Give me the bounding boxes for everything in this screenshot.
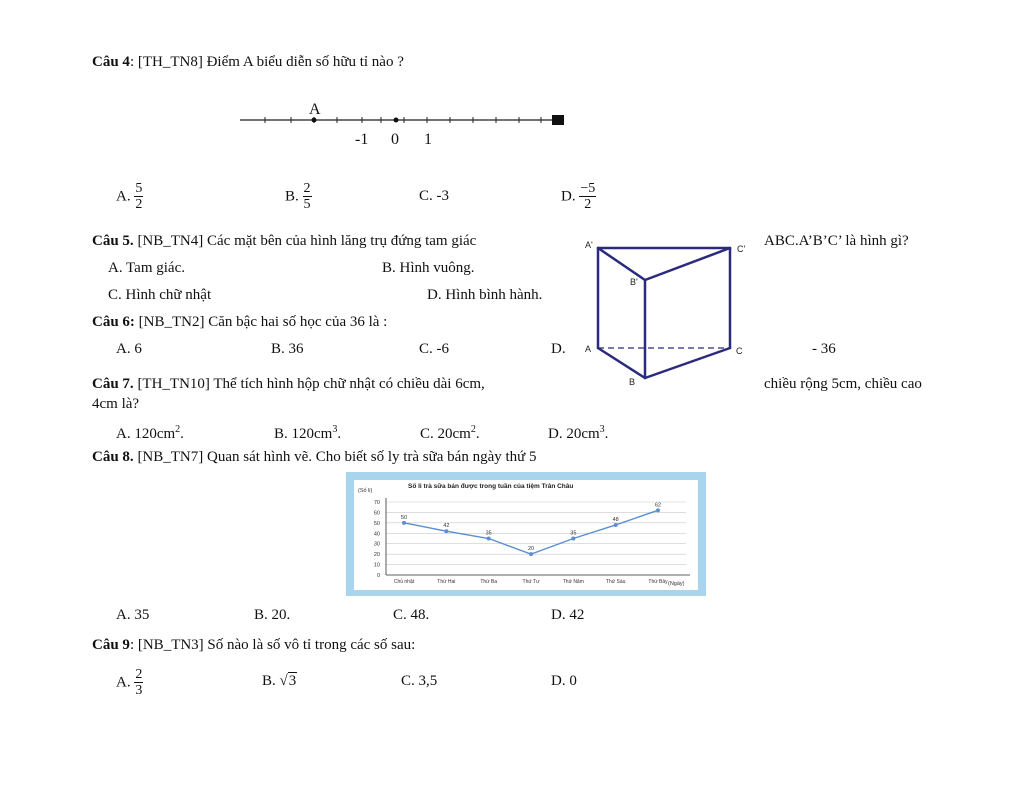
q4-option-b: B. $\frac{2}{5}$ xyxy=(285,181,311,213)
q6-option-a: A. 6 xyxy=(116,341,142,357)
prism-figure xyxy=(576,234,760,390)
q5-question-cont: ABC.A’B’C’ là hình gì? xyxy=(764,233,909,249)
x-tick-label: Thứ Năm xyxy=(562,579,584,585)
q5-option-d: D. Hình bình hành. xyxy=(427,287,543,303)
q4-option-a: A. $\frac{5}{2}$ xyxy=(116,181,143,213)
q7-question: Câu 7. [TH_TN10] Thể tích hình hộp chữ nhật có chiều dài 6cm, xyxy=(92,376,485,392)
origin-marker xyxy=(394,118,399,123)
q6-option-d-value: - 36 xyxy=(812,341,836,357)
q5-option-c: C. Hình chữ nhật xyxy=(108,287,212,303)
y-tick-label: 0 xyxy=(376,573,380,579)
q8-option-c: C. 48. xyxy=(393,607,430,623)
data-point xyxy=(656,508,660,512)
chart-plot-area xyxy=(354,480,698,590)
prism-label-b: B xyxy=(629,377,636,387)
data-label: 35 xyxy=(570,530,577,537)
q7-option-b: B. $120cm^3$. xyxy=(274,424,342,442)
q7-question-line2: 4cm là? xyxy=(92,396,140,412)
data-point xyxy=(487,537,491,541)
x-tick-label: Thứ Tư xyxy=(522,579,540,585)
x-tick-label: Thứ Hai xyxy=(437,579,456,585)
q5-option-b: B. Hình vuông. xyxy=(382,260,475,276)
data-point xyxy=(571,537,575,541)
prism-label-a1: A' xyxy=(585,240,593,250)
q8-option-a: A. 35 xyxy=(116,607,150,623)
data-label: 50 xyxy=(400,514,408,521)
point-a-label: A xyxy=(309,101,321,118)
x-tick-label: Thứ Sáu xyxy=(605,579,626,585)
data-point xyxy=(402,521,406,525)
q7-option-a: A. $120cm^2$. xyxy=(116,424,184,442)
number-line xyxy=(236,98,576,154)
data-label: 62 xyxy=(654,502,662,509)
q4-option-d: D. $\frac{-5}{2}$ xyxy=(561,181,596,213)
data-label: 35 xyxy=(485,530,492,537)
q6-option-d: D. xyxy=(551,341,566,357)
data-point xyxy=(444,529,448,533)
y-tick-label: 40 xyxy=(373,531,380,538)
data-label: 20 xyxy=(527,546,535,553)
chart-title: Số li trà sữa bán được trong tuần của tiệm Trân Châu xyxy=(408,483,574,490)
x-tick-label: Chủ nhật xyxy=(393,579,415,585)
prism-label-c1: C' xyxy=(737,244,746,254)
q9-question: Câu 9: [NB_TN3] Số nào là số vô tỉ trong các số sau: xyxy=(92,637,416,653)
q6-option-c: C. -6 xyxy=(419,341,449,357)
q8-option-d: D. 42 xyxy=(551,607,585,623)
prism-label-b1: B' xyxy=(630,277,638,287)
data-label: 48 xyxy=(612,516,619,523)
x-tick-label: Thứ Bảy xyxy=(648,579,668,585)
q4-text: : [TH_TN8] Điểm A biểu diễn số hữu tỉ nào ? xyxy=(129,54,404,70)
q7-question-cont: chiều rộng 5cm, chiều cao xyxy=(764,376,922,392)
data-point xyxy=(614,523,618,527)
x-tick-label: Thứ Ba xyxy=(480,579,498,585)
q6-question: Câu 6: [NB_TN2] Căn bậc hai số học của 36 là : xyxy=(92,314,388,330)
data-label: 42 xyxy=(443,523,450,530)
q4-option-c: C. -3 xyxy=(419,188,450,204)
y-tick-label: 10 xyxy=(373,562,380,569)
prism-label-c: C xyxy=(736,346,743,356)
q7-option-c: C. $20cm^2$. xyxy=(420,424,480,442)
tick-label-neg1: -1 xyxy=(355,131,369,148)
chart-xlabel: (Ngày) xyxy=(668,581,685,587)
y-tick-label: 20 xyxy=(373,552,380,559)
q9-option-a: A. $\frac{2}{3}$ xyxy=(116,667,143,699)
prism-label-a: A xyxy=(585,344,592,354)
q4-label: Câu 4 xyxy=(92,54,130,70)
tea-sales-chart xyxy=(346,472,706,596)
q5-option-a: A. Tam giác. xyxy=(108,260,185,276)
q6-option-b: B. 36 xyxy=(271,341,304,357)
q8-option-b: B. 20. xyxy=(254,607,291,623)
data-point xyxy=(529,552,533,556)
q4-question xyxy=(92,53,404,71)
y-tick-label: 60 xyxy=(373,510,380,517)
q9-option-c: C. 3,5 xyxy=(401,673,438,689)
q5-question: Câu 5. [NB_TN4] Các mặt bên của hình lăng trụ đứng tam giác xyxy=(92,233,477,249)
chart-ylabel: (Số li) xyxy=(358,488,373,494)
q8-question: Câu 8. [NB_TN7] Quan sát hình vẽ. Cho biết số ly trà sữa bán ngày thứ 5 xyxy=(92,449,537,465)
y-tick-label: 30 xyxy=(373,541,380,548)
q7-option-d: D. $20cm^3$. xyxy=(548,424,609,442)
tick-label-1: 1 xyxy=(424,131,432,148)
y-tick-label: 70 xyxy=(373,500,380,506)
q9-option-b: B. √3 xyxy=(262,673,297,689)
y-tick-label: 50 xyxy=(373,520,380,527)
q9-option-d: D. 0 xyxy=(551,673,577,689)
tick-label-0: 0 xyxy=(391,131,399,148)
